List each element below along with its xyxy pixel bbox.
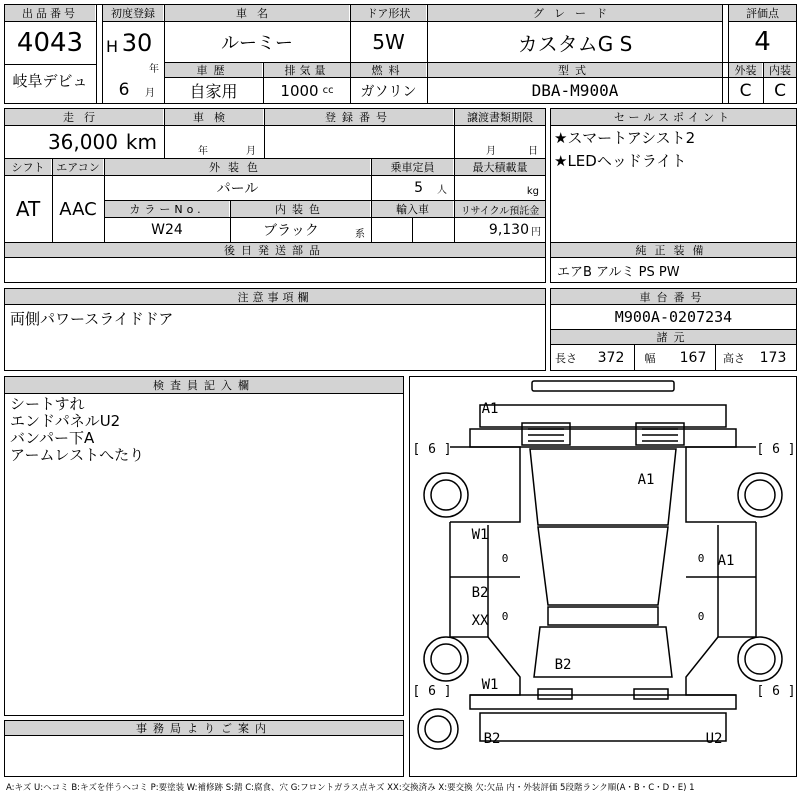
interior-label: 内装 [764, 63, 796, 77]
int-color: ブラック [263, 223, 319, 239]
office-label: 事務局よりご案内 [5, 721, 403, 735]
grade: カスタムG S [517, 31, 633, 56]
tire-rear-left: [ 6 ] [412, 683, 452, 699]
insp-month-unit: 月 [246, 145, 256, 157]
import-label: 輸入車 [372, 201, 453, 217]
inspector-line-4: アームレストへたり [10, 446, 145, 464]
recycle-fee [455, 218, 545, 242]
mileage-unit: km [125, 130, 157, 154]
recycle-value: 9,130 [488, 222, 529, 238]
equipment-label: 純正装備 [551, 243, 796, 257]
chassis-number: M900A-0207234 [614, 308, 733, 326]
tire-front-left: [ 6 ] [412, 441, 452, 457]
score-label: 評価点 [729, 5, 796, 21]
tire-front-right: [ 6 ] [756, 441, 796, 457]
displacement-value: 1000 [280, 81, 319, 100]
mark-right-front-door-sub: 0 [697, 551, 705, 565]
chassis-label: 車台番号 [551, 289, 796, 304]
sales-point-2: ★LEDヘッドライト [554, 152, 687, 170]
dims-label: 諸元 [551, 330, 796, 344]
displacement-unit: cc [322, 85, 334, 96]
max-load-unit: kg [526, 185, 539, 197]
recycle-label: リサイクル預託金 [455, 201, 545, 217]
transfer-month-unit: 月 [486, 145, 496, 157]
color-no: W24 [151, 222, 183, 238]
car-name: ルーミー [221, 33, 293, 54]
interior-grade: C [774, 80, 786, 101]
length-value: 372 [597, 350, 625, 366]
first-reg-month: 6 [118, 80, 130, 100]
ext-color-label: 外装色 [105, 159, 370, 175]
history: 自家用 [189, 82, 238, 101]
notes-label: 注意事項欄 [5, 289, 545, 304]
ac-label: エアコン [53, 159, 103, 175]
int-color-label: 内装色 [231, 201, 370, 217]
inspector-line-1: シートすれ [10, 395, 85, 413]
shift-label: シフト [5, 159, 51, 175]
int-color-unit: 系 [355, 228, 365, 240]
auction-venue: 岐阜デビュ [12, 71, 88, 90]
mark-left-rear-fender: W1 [481, 677, 499, 693]
mark-rear-left: B2 [483, 731, 501, 747]
notes-text: 両側パワースライドドア [10, 310, 174, 328]
fuel: ガソリン [360, 83, 417, 100]
history-label: 車歴 [165, 63, 262, 77]
lot-number: 4043 [16, 28, 84, 58]
exterior-label: 外装 [729, 63, 762, 77]
ext-color: パール [216, 181, 259, 197]
capacity-label: 乗車定員 [372, 159, 453, 175]
door-label: ドア形状 [351, 5, 426, 21]
length-label: 長さ [555, 352, 577, 365]
mark-left-rear-door-2: XX [471, 613, 489, 629]
mileage [5, 126, 163, 158]
mark-right-front-door: A1 [717, 553, 735, 569]
mark-roof-rear: B2 [554, 657, 572, 673]
inspector-line-2: エンドパネルU2 [10, 412, 121, 430]
mark-left-front-door: W1 [471, 527, 489, 543]
inspector-label: 検査員記入欄 [5, 377, 403, 393]
color-no-label: カラーNo. [105, 201, 229, 217]
displacement-label: 排気量 [264, 63, 350, 77]
mark-rear-right: U2 [705, 731, 723, 747]
shift-value: AT [15, 197, 41, 221]
first-reg-year: 30 [121, 29, 153, 57]
car-outline [410, 377, 796, 776]
transfer-day-unit: 日 [528, 145, 538, 157]
first-reg-label: 初度登録 [103, 5, 163, 21]
mark-front-bumper: A1 [481, 401, 499, 417]
era-letter: H [105, 36, 119, 56]
displacement [264, 78, 350, 103]
sales-points-label: セールスポイント [551, 109, 796, 125]
capacity-value: 5 [414, 180, 423, 196]
car-name-label: 車名 [165, 5, 349, 21]
recycle-unit: 円 [531, 226, 541, 238]
reg-no-label: 登録番号 [265, 109, 453, 125]
mark-right-rear-door-sub: 0 [697, 609, 705, 623]
mileage-value: 36,000 [47, 130, 118, 154]
overall-score: 4 [754, 27, 771, 57]
transfer-doc-label: 譲渡書類期限 [455, 109, 545, 125]
width-value: 167 [679, 350, 707, 366]
ac-value: AAC [59, 198, 97, 220]
lot-no-label: 出品番号 [5, 5, 95, 21]
sales-point-1: ★スマートアシスト2 [554, 129, 696, 147]
capacity-unit: 人 [437, 184, 447, 196]
mark-left-rear-door: B2 [471, 585, 489, 601]
year-unit: 年 [149, 63, 159, 75]
width-label: 幅 [644, 352, 656, 365]
grade-label: グレード [428, 5, 722, 21]
later-parts-label: 後日発送部品 [5, 243, 545, 257]
inspection-label: 車検 [165, 109, 263, 125]
model-label: 型式 [428, 63, 722, 77]
inspector-line-3: バンパー下A [10, 429, 95, 447]
mark-left-front-door-sub: 0 [501, 551, 509, 565]
height-label: 高さ [723, 352, 745, 365]
max-load-label: 最大積載量 [455, 159, 545, 175]
damage-diagram [409, 376, 797, 777]
door-type: 5W [372, 30, 405, 54]
height-value: 173 [759, 350, 787, 366]
damage-legend: A:キズ U:ヘコミ B:キズを伴うヘコミ P:要塗装 W:補修跡 S:錆 C:腐食、穴 G:フロントガラス点キズ XX:交換済み X:要交換 欠:欠品 内・外装評価 5段階ランク順(A・B・C・D・E) 1 [6, 783, 695, 793]
exterior-grade: C [739, 80, 752, 101]
tire-rear-right: [ 6 ] [756, 683, 796, 699]
mileage-label: 走行 [5, 109, 163, 125]
fuel-label: 燃料 [351, 63, 426, 77]
model-code: DBA-M900A [531, 81, 619, 100]
mark-left-rear-door-sub: 0 [501, 609, 509, 623]
month-unit: 月 [145, 87, 155, 99]
insp-year-unit: 年 [198, 145, 208, 157]
mark-hood: A1 [637, 472, 655, 488]
capacity [372, 176, 453, 200]
equipment: エアB アルミ PS PW [557, 264, 680, 280]
